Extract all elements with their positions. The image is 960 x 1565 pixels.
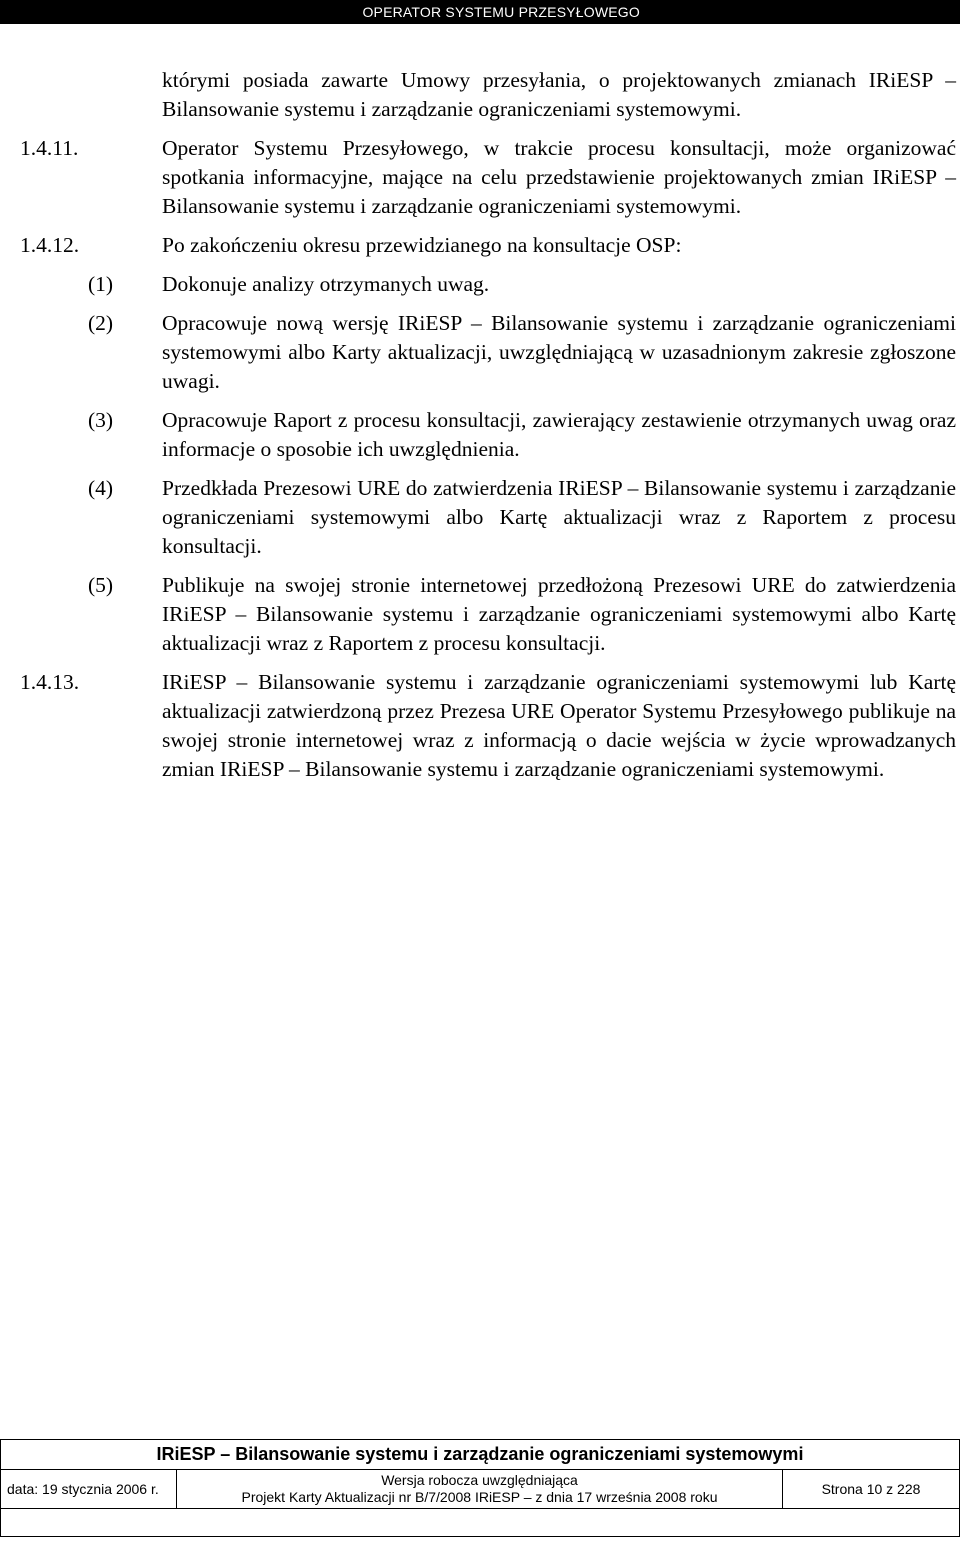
section-1-4-12 xyxy=(20,231,958,260)
footer-empty-row xyxy=(1,1509,959,1535)
header-title: OPERATOR SYSTEMU PRZESYŁOWEGO xyxy=(362,4,640,20)
section-text: IRiESP – Bilansowanie systemu i zarządzanie ograniczeniami systemowymi lub Kartę aktualizacji zatwierdzoną przez Prezesa URE Operator Systemu Przesyłowego publikuje na swojej stronie internetowej wraz z informacją o dacie wejścia w życie wprowadzanych zmian IRiESP – Bilansowanie systemu i zarządzanie ograniczeniami systemowymi. xyxy=(162,670,956,781)
list-item xyxy=(20,270,958,299)
footer-version xyxy=(177,1470,782,1508)
list-item-text: Publikuje na swojej stronie internetowej przedłożoną Prezesowi URE do zatwierdzenia IRiESP – Bilansowanie systemu i zarządzanie ograniczeniami systemowymi albo Kartę aktualizacji wraz z Raportem z procesu konsultacji. xyxy=(162,573,956,655)
list-item xyxy=(20,309,958,396)
section-1-4-13 xyxy=(20,668,958,784)
paragraph-text: którymi posiada zawarte Umowy przesyłania, o projektowanych zmianach IRiESP – Bilansowanie systemu i zarządzanie ograniczeniami systemowymi. xyxy=(162,68,956,121)
footer-title: IRiESP – Bilansowanie systemu i zarządzanie ograniczeniami systemowymi xyxy=(1,1440,959,1470)
document-header xyxy=(0,0,960,24)
document-footer xyxy=(0,1439,960,1537)
list-item xyxy=(20,406,958,464)
list-item-text: Opracowuje nową wersję IRiESP – Bilansowanie systemu i zarządzanie ograniczeniami systemowymi albo Karty aktualizacji, uwzględniającą w uzasadnionym zakresie zgłoszone uwagi. xyxy=(162,311,956,393)
section-number: 1.4.11. xyxy=(20,136,79,160)
list-item xyxy=(20,474,958,561)
list-item-text: Przedkłada Prezesowi URE do zatwierdzenia IRiESP – Bilansowanie systemu i zarządzanie ograniczeniami systemowymi albo Kartę aktualizacji wraz z Raportem z procesu konsultacji. xyxy=(162,476,956,558)
intro-paragraph xyxy=(20,66,958,124)
list-item-number: (4) xyxy=(88,476,114,500)
list-item-text: Opracowuje Raport z procesu konsultacji, zawierający zestawienie otrzymanych uwag oraz informacje o sposobie ich uwzględnienia. xyxy=(162,408,956,461)
section-1-4-11 xyxy=(20,134,958,221)
section-number: 1.4.12. xyxy=(20,233,80,257)
list-item-number: (5) xyxy=(88,573,114,597)
list-item-number: (1) xyxy=(88,272,114,296)
footer-date: data: 19 stycznia 2006 r. xyxy=(1,1470,177,1508)
footer-info-row xyxy=(1,1470,959,1509)
list-item-number: (3) xyxy=(88,408,114,432)
footer-page-number: Strona 10 z 228 xyxy=(782,1470,959,1508)
list-item xyxy=(20,571,958,658)
footer-version-line2: Projekt Karty Aktualizacji nr B/7/2008 IRiESP – z dnia 17 września 2008 roku xyxy=(241,1489,718,1505)
section-text: Po zakończeniu okresu przewidzianego na konsultacje OSP: xyxy=(162,233,682,257)
footer-version-line1: Wersja robocza uwzględniająca xyxy=(381,1472,578,1488)
list-item-number: (2) xyxy=(88,311,114,335)
section-number: 1.4.13. xyxy=(20,670,80,694)
document-body xyxy=(20,66,958,794)
list-item-text: Dokonuje analizy otrzymanych uwag. xyxy=(162,272,490,296)
section-text: Operator Systemu Przesyłowego, w trakcie procesu konsultacji, może organizować spotkania informacyjne, mające na celu przedstawienie projektowanych zmian IRiESP – Bilansowanie systemu i zarządzanie ograniczeniami systemowymi. xyxy=(162,136,956,218)
